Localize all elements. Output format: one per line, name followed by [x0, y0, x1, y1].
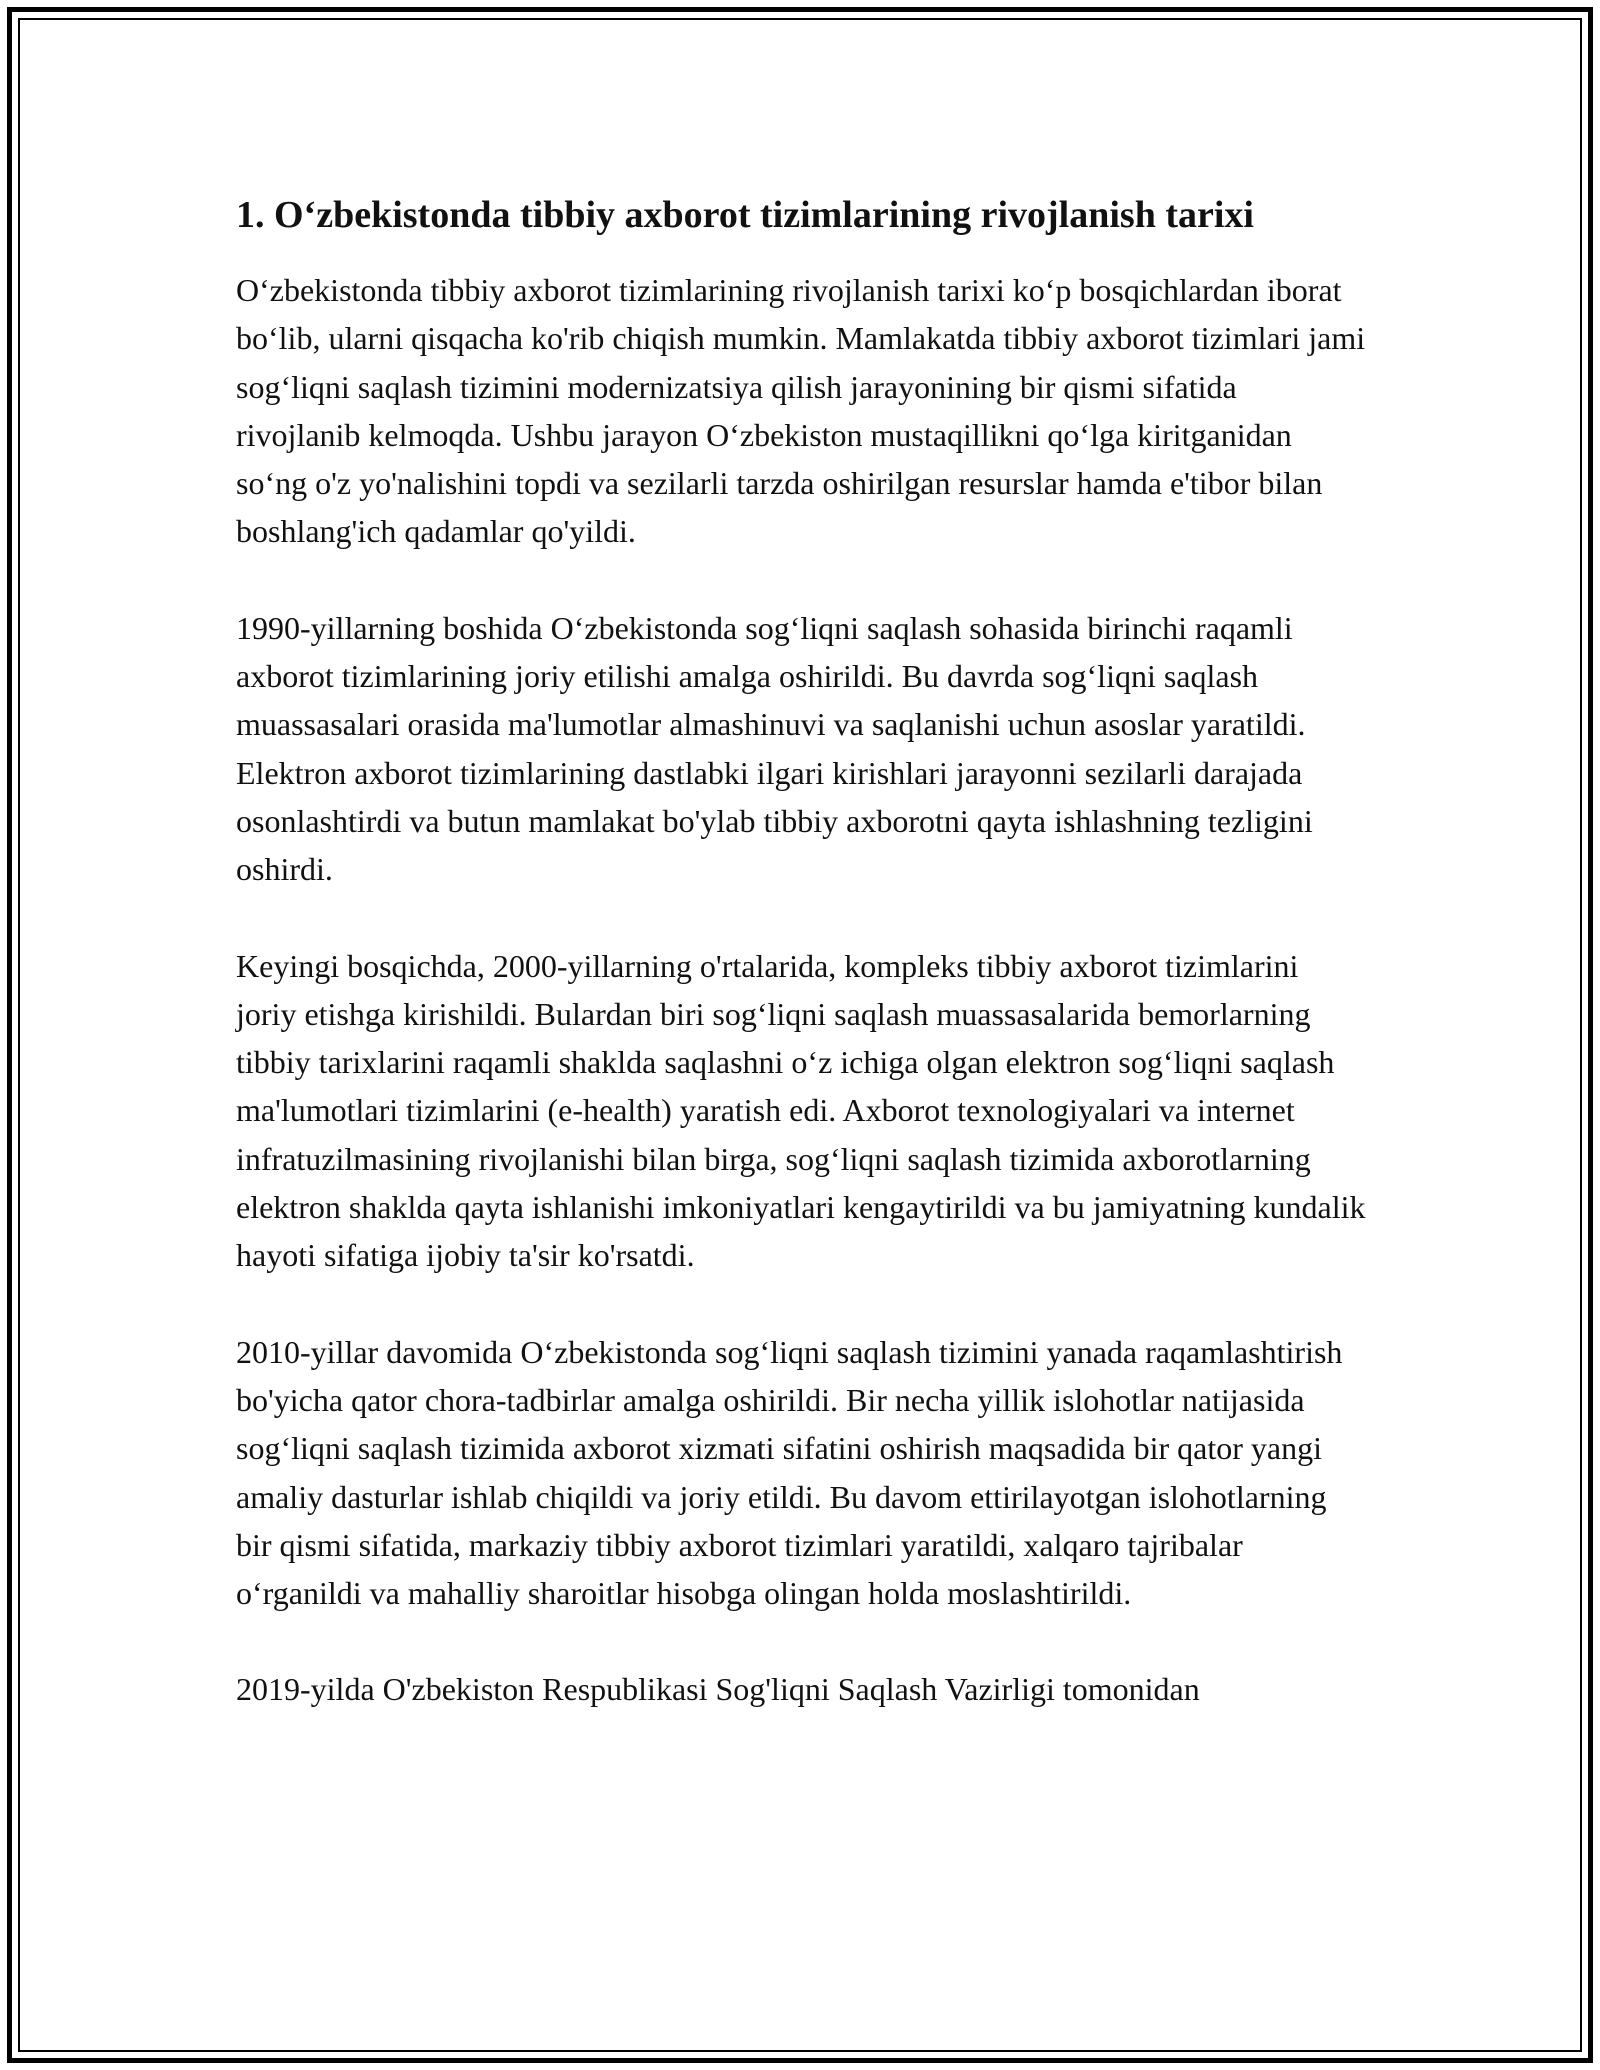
- paragraph-intro: O‘zbekistonda tibbiy axborot tizimlarining rivojlanish tarixi ko‘p bosqichlardan iborat bo‘lib, ularni qisqacha ko'rib chiqish mumkin. Mamlakatda tibbiy axborot tizimlari jami sog‘liqni saqlash tizimini modernizatsiya qilish jarayonining bir qismi sifatida rivojlanib kelmoqda. Ushbu jarayon O‘zbekiston mustaqillikni qo‘lga kiritganidan so‘ng o'z yo'nalishini topdi va sezilarli tarzda oshirilgan resurslar hamda e'tibor bilan boshlang'ich qadamlar qo'yildi.: [236, 272, 1366, 550]
- paragraph-2000s: Keyingi bosqichda, 2000-yillarning o'rtalarida, kompleks tibbiy axborot tizimlarini joriy etishga kirishildi. Bulardan biri sog‘liqni saqlash muassasalarida bemorlarning tibbiy tarixlarini raqamli shaklda saqlashni o‘z ichiga olgan elektron sog‘liqni saqlash ma'lumotlari tizimlarini (e-health) yaratish edi. Axborot texnologiyalari va internet infratuzilmasining rivojlanishi bilan birga, sog‘liqni saqlash tizimida axborotlarning elektron shaklda qayta ishlanishi imkoniyatlari kengaytirildi va bu jamiyatning kundalik hayoti sifatiga ijobiy ta'sir ko'rsatdi.: [236, 947, 1366, 1274]
- paragraph-1990s: 1990-yillarning boshida O‘zbekistonda sog‘liqni saqlash sohasida birinchi raqamli axborot tizimlarining joriy etilishi amalga oshirildi. Bu davrda sog‘liqni saqlash muassasalari orasida ma'lumotlar almashinuvi va saqlanishi uchun asoslar yaratildi. Elektron axborot tizimlarining dastlabki ilgari kirishlari jarayonni sezilarli darajada osonlashtirdi va butun mamlakat bo'ylab tibbiy axborotni qayta ishlashning tezligini oshirdi.: [236, 609, 1313, 888]
- paragraph-2019: 2019-yilda O'zbekiston Respublikasi Sog'liqni Saqlash Vazirligi tomonidan: [236, 1671, 1200, 1708]
- section-heading: 1. O‘zbekistonda tibbiy axborot tizimlarining rivojlanish tarixi: [236, 194, 1254, 236]
- document-body: [236, 190, 1366, 1762]
- paragraph-2010s: 2010-yillar davomida O‘zbekistonda sog‘liqni saqlash tizimini yanada raqamlashtirish bo'yicha qator chora-tadbirlar amalga oshirildi. Bir necha yillik islohotlar natijasida sog‘liqni saqlash tizimida axborot xizmati sifatini oshirish maqsadida bir qator yangi amaliy dasturlar ishlab chiqildi va joriy etildi. Bu davom ettirilayotgan islohotlarning bir qismi sifatida, markaziy tibbiy axborot tizimlari yaratildi, xalqaro tajribalar o‘rganildi va mahalliy sharoitlar hisobga olingan holda moslashtirildi.: [236, 1333, 1343, 1612]
